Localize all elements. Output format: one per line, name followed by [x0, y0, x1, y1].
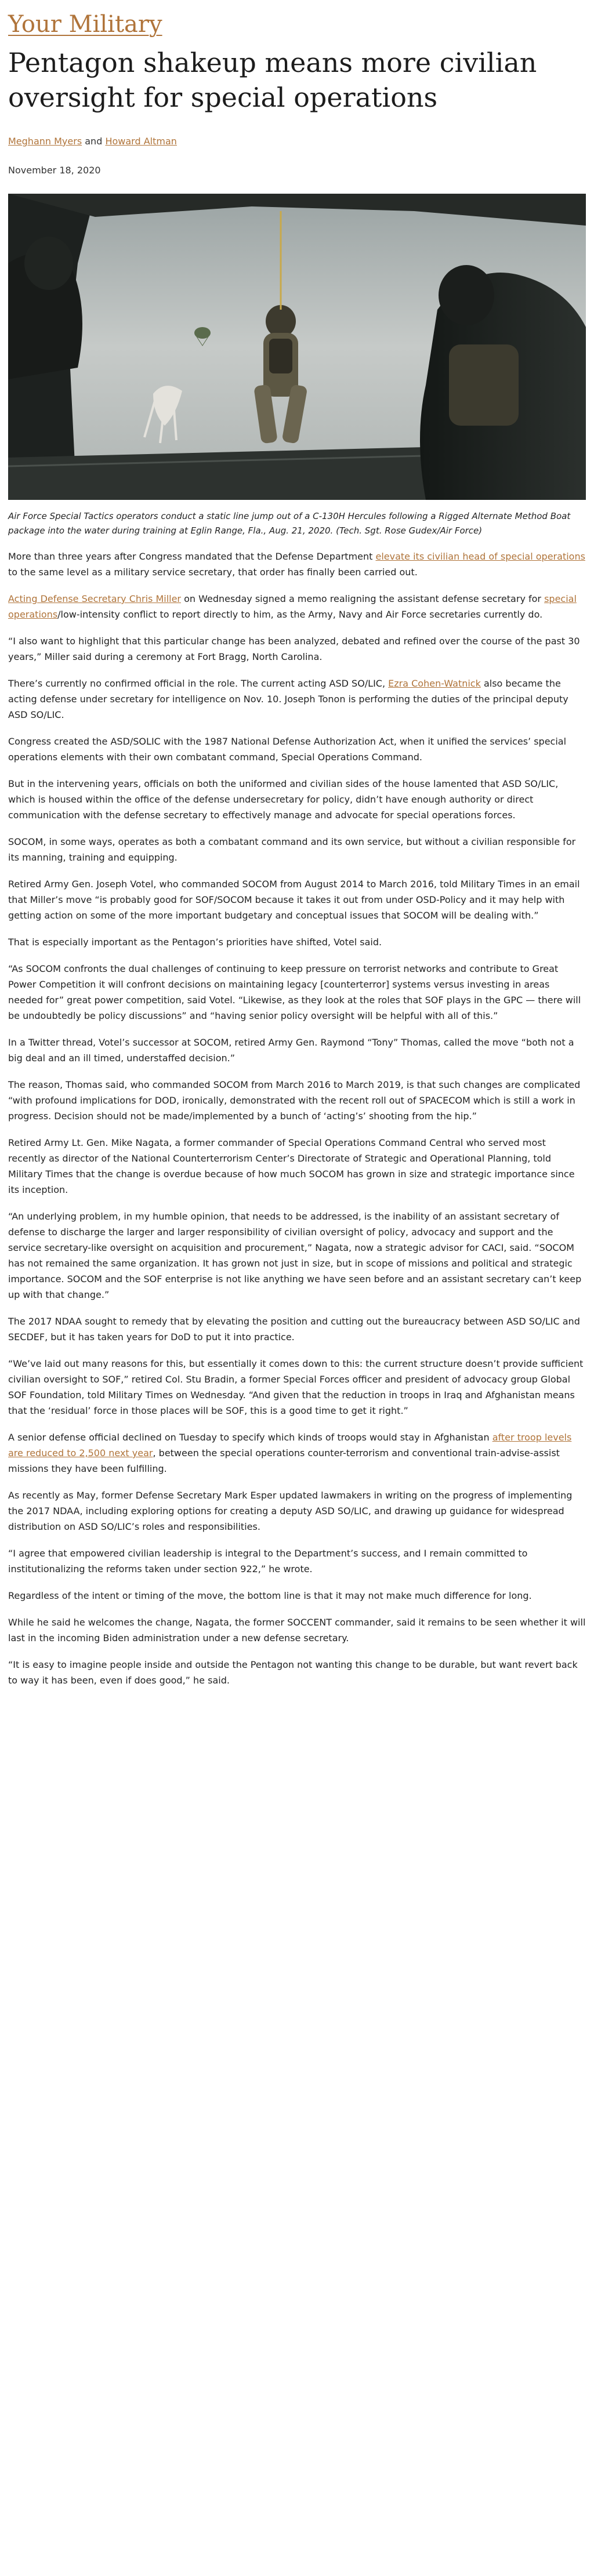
section-link[interactable]: Your Military — [8, 11, 162, 38]
photo-caption: Air Force Special Tactics operators conduct a static line jump out of a C-130H Hercules following a Rigged Alternate Method Boat package into the water during training at Eglin Range, Fla., Aug. 21, 2020. (Tech. Sgt. Rose Gudex/Air Force) — [8, 511, 571, 536]
paragraph: “It is easy to imagine people inside and outside the Pentagon not wanting this change to be durable, but want revert back to way it has been, even if does good,” he said. — [8, 1659, 578, 1686]
paragraph: As recently as May, former Defense Secretary Mark Esper updated lawmakers in writing on the progress of implementing the 2017 NDAA, including exploring options for creating a deputy ASD SO/LIC, and drawing up guidance for widespread distribution on ASD SO/LIC’s roles and responsibilities. — [8, 1490, 573, 1532]
paragraph: SOCOM, in some ways, operates as both a combatant command and its own service, but without a civilian responsible for its manning, training and equipping. — [8, 836, 576, 863]
author-conjunction: and — [85, 136, 103, 147]
hero-photo-illustration — [8, 194, 586, 500]
paragraph: In a Twitter thread, Votel’s successor at SOCOM, retired Army Gen. Raymond “Tony” Thomas, called the move “both not a big deal and an ill timed, understaffed decision.” — [8, 1037, 574, 1064]
paragraph: Retired Army Gen. Joseph Votel, who commanded SOCOM from August 2014 to March 2016, told Military Times in an email that Miller’s move “is probably good for SOF/SOCOM because it takes it out from under OSD-Policy and it may help with getting action on some of the more important budgetary and conceptual issues that SOCOM will be dealing with.” — [8, 879, 580, 921]
paragraph: “As SOCOM confronts the dual challenges of continuing to keep pressure on terrorist networks and contribute to Great Power Competition it will confront decisions on maintaining legacy [counterterror] systems versus investing in areas needed for” great power competition, said Votel. “Likewise, as they look at the roles that SOF plays in the GPC — there will be undoubtedly be policy discussions” and “having senior policy oversight will be helpful with all of this.” — [8, 963, 581, 1021]
paragraph: “I agree that empowered civilian leadership is integral to the Department’s success, and I remain committed to institutionalizing the reforms taken under section 922,” he wrote. — [8, 1548, 528, 1574]
paragraph: “An underlying problem, in my humble opinion, that needs to be addressed, is the inability of an assistant secretary of defense to discharge the larger and larger responsibility of civilian oversight of policy, advocacy and support and the service secretary-like oversight on acquisition and procurement,” Nagata, now a strategic advisor for CACI, said. “SOCOM has not remained the same organization. It has grown not just in size, but in scope of missions and political and strategic importance. SOCOM and the SOF enterprise is not like anything we have seen before and an assistant secretary can’t keep up with that change.” — [8, 1211, 582, 1300]
paragraph: More than three years after Congress mandated that the Defense Department elevate its civilian head of special operations to the same level as a military service secretary, that order has finally been carried out. — [8, 551, 585, 578]
paragraph: Regardless of the intent or timing of the move, the bottom line is that it may not make much difference for long. — [8, 1590, 532, 1601]
paragraph: Congress created the ASD/SOLIC with the 1987 National Defense Authorization Act, when it unified the services’ special operations elements with their own combatant command, Special Operations Command. — [8, 736, 567, 763]
author-link[interactable]: Meghann Myers — [8, 136, 82, 147]
article-title: Pentagon shakeup means more civilian oversight for special operations — [8, 47, 537, 113]
operator-right-helmet — [439, 265, 494, 325]
paragraph: The 2017 NDAA sought to remedy that by elevating the position and cutting out the bureaucracy between ASD SO/LIC and SECDEF, but it has taken years for DoD to put it into practice. — [8, 1316, 580, 1343]
hero-photo — [8, 194, 586, 500]
paragraph: But in the intervening years, officials on both the uniformed and civilian sides of the house lamented that ASD SO/LIC, which is housed within the office of the defense undersecretary for policy, didn’t have enough authority or direct communication with the defense secretary to effectively manage and advocate for special operations forces. — [8, 778, 559, 821]
inline-link[interactable]: Acting Defense Secretary Chris Miller — [8, 593, 182, 604]
inline-link[interactable]: Ezra Cohen-Watnick — [388, 678, 481, 689]
paragraph: There’s currently no confirmed official in the role. The current acting ASD SO/LIC, Ezra Cohen-Watnick also became the acting defense under secretary for intelligence on Nov. 10. Joseph Tonon is performing the duties of the principal deputy ASD SO/LIC. — [8, 678, 568, 720]
publish-date: November 18, 2020 — [8, 165, 101, 176]
paragraph: The reason, Thomas said, who commanded SOCOM from March 2016 to March 2019, is that such changes are complicated “with profound implications for DOD, ironically, demonstrated with the recent roll out of SPACECOM which is still a work in progress. Decision should not be made/implemented by a bunch of ‘acting’s’ shooting from the hip.” — [8, 1079, 581, 1122]
paragraph: “We’ve laid out many reasons for this, but essentially it comes down to this: the current structure doesn’t provide sufficient civilian oversight to SOF,” retired Col. Stu Bradin, a former Special Forces officer and president of advocacy group Global SOF Foundation, told Military Times on Wednesday. “And given that the reduction in troops in Iraq and Afghanistan means that the ‘residual’ force in those places will be SOF, this is a good time to get it right.” — [8, 1358, 584, 1416]
inline-link[interactable]: elevate its civilian head of special operations — [375, 551, 585, 562]
paragraph: Retired Army Lt. Gen. Mike Nagata, a former commander of Special Operations Command Central who served most recently as director of the National Counterterrorism Center’s Directorate of Strategic and Operational Planning, told Military Times that the change is overdue because of how much SOCOM has grown in size and strategic importance since its inception. — [8, 1137, 575, 1195]
operator-right-pack — [449, 344, 519, 426]
paragraph: While he said he welcomes the change, Nagata, the former SOCCENT commander, said it remains to be seen whether it will last in the incoming Biden administration under a new defense secretary. — [8, 1617, 586, 1643]
author-link[interactable]: Howard Altman — [105, 136, 177, 147]
inline-link[interactable]: after troop levels are reduced to 2,500 next year — [8, 1432, 572, 1458]
operator-left-helmet — [24, 237, 73, 290]
article-body — [8, 549, 586, 1688]
paragraph: A senior defense official declined on Tuesday to specify which kinds of troops would stay in Afghanistan after troop levels are reduced to 2,500 next year, between the special operations counter-terrorism and conventional train-advise-assist missions they have been fulfilling. — [8, 1432, 572, 1474]
paragraph: Acting Defense Secretary Chris Miller on Wednesday signed a memo realigning the assistant defense secretary for special operations/low-intensity conflict to report directly to him, as the Army, Navy and Air Force secretaries currently do. — [8, 593, 577, 620]
inline-link[interactable]: special operations — [8, 593, 577, 620]
paragraph: “I also want to highlight that this particular change has been analyzed, debated and refined over the course of the past 30 years,” Miller said during a ceremony at Fort Bragg, North Carolina. — [8, 636, 580, 662]
byline — [8, 135, 586, 148]
paragraph: That is especially important as the Pentagon’s priorities have shifted, Votel said. — [8, 937, 382, 948]
